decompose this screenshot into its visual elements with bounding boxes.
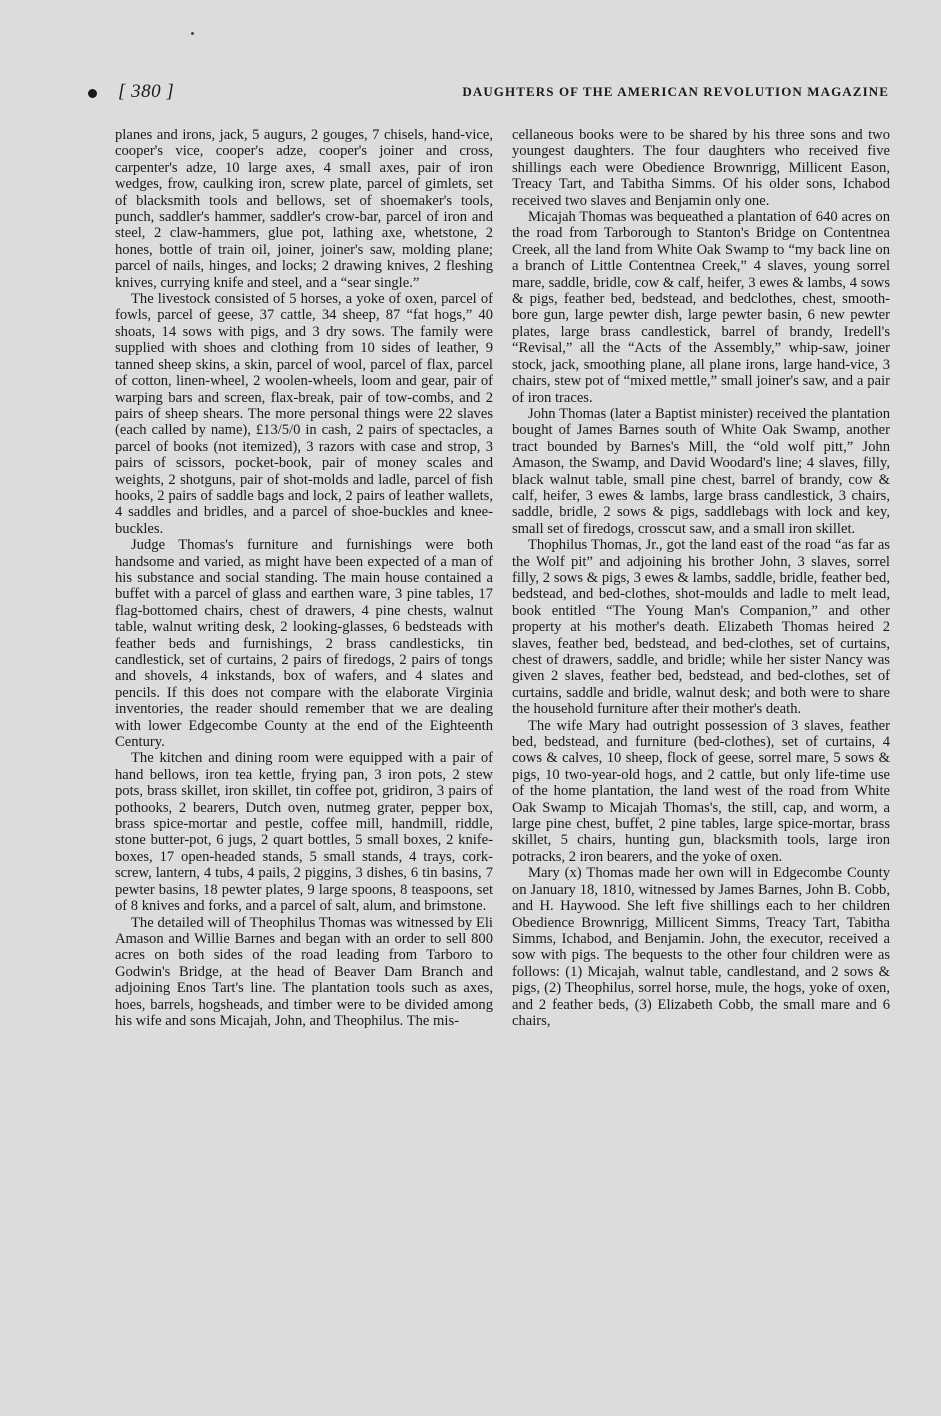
paragraph: Thophilus Thomas, Jr., got the land east of the road “as far as the Wolf pit” and adjoining his brother John, 3 slaves, sorrel filly, 2 sows & pigs, 3 ewes & lambs, saddle, bridle, feather bed, bedstead, and bed-clothes, shot-moulds and ladle to melt lead, book entitled “The Young Man's Companion,” and other property at his mother's death. Elizabeth Thomas heired 2 slaves, feather bed, bedstead, and bed-clothes, set of curtains, chest of drawers, saddle, and bridle; while her sister Nancy was given 2 slaves, feather bed, bedstead, and bed-clothes, set of curtains, saddle and bridle, walnut desk; and both were to share the household furniture after their mother's death. [512,537,890,718]
paragraph: John Thomas (later a Baptist minister) received the plantation bought of James Barnes south of White Oak Swamp, another tract bounded by Barnes's Mill, the “old wolf pitt,” John Amason, the Swamp, and David Woodard's line; 4 slaves, filly, black walnut table, small pine chest, barrel of brandy, cow & calf, heifer, 3 ewes & lambs, large brass candlestick, 3 chairs, saddle, bridle, 2 sows & pigs, saddlebags with lock and key, small set of firedogs, crosscut saw, and a small iron skillet. [512,405,890,537]
paragraph: Micajah Thomas was bequeathed a plantation of 640 acres on the road from Tarborough to Stanton's Bridge on Contentnea Creek, all the land from White Oak Swamp to “my back line on a branch of Little Contentnea Creek,” 4 slaves, young sorrel mare, saddle, bridle, cow & calf, heifer, 3 ewes & lambs, 4 sows & pigs, feather bed, bedstead, and bedclothes, chest, smooth-bore gun, large pewter dish, large pewter basin, 6 new pewter plates, large brass candlestick, barrel of brandy, Iredell's “Revisal,” all the “Acts of the Assembly,” whip-saw, joiner stock, jack, smoothing plane, all plane irons, large hand-vice, 3 chairs, stew pot of “mixed mettle,” small joiner's saw, and a pair of iron traces. [512,209,890,406]
bullet-icon [88,89,97,98]
ink-speck [191,32,194,35]
running-head [88,81,889,105]
left-column [115,127,493,1029]
paragraph: The detailed will of Theophilus Thomas was witnessed by Eli Amason and Willie Barnes and began with an order to sell 800 acres on both sides of the road leading from Tarboro to Godwin's Bridge, at the head of Beaver Dam Branch and adjoining Enos Tart's line. The plantation tools such as axes, hoes, barrels, hogsheads, and timber were to be divided among his wife and sons Micajah, John, and Theophilus. The mis- [115,914,493,1029]
paragraph: The wife Mary had outright possession of 3 slaves, feather bed, bedstead, and furniture (bed-clothes), set of curtains, 4 cows & calves, 10 sheep, flock of geese, sorrel mare, 5 sows & pigs, 10 two-year-old hogs, and 2 cattle, but only life-time use of the home plantation, the land west of the road from White Oak Swamp to Micajah Thomas's, the still, cap, and worm, a large pine chest, buffet, 2 pine tables, large spice-mortar, brass skillet, 5 chairs, hunting gun, blacksmith tools, large iron potracks, 2 iron bearers, and the yoke of oxen. [512,717,890,865]
page-number: [ 380 ] [118,81,175,102]
paragraph: Judge Thomas's furniture and furnishings were both handsome and varied, as might have been expected of a man of his substance and social standing. The main house contained a buffet with a parcel of glass and earthen ware, 3 pine tables, 17 flag-bottomed chairs, chest of drawers, 4 pine chests, walnut table, walnut writing desk, 2 looking-glasses, 6 bedsteads with feather beds and furnishings, 2 brass candlesticks, tin candlestick, set of curtains, 2 pairs of firedogs, 2 pairs of tongs and shovels, 4 inkstands, box of wafers, and 4 slates and pencils. If this does not compare with the elaborate Virginia inventories, the reader should remember that we are dealing with lower Edgecombe County at the end of the Eighteenth Century. [115,537,493,751]
right-column [512,127,890,1029]
paragraph: The livestock consisted of 5 horses, a yoke of oxen, parcel of fowls, parcel of geese, 37 cattle, 34 sheep, 87 “fat hogs,” 40 shoats, 14 sows with pigs, and 3 dry sows. The family were supplied with shoes and clothing from 10 sides of leather, 9 tanned sheep skins, a skin, parcel of wool, parcel of flax, parcel of cotton, linen-wheel, 2 woolen-wheels, loom and gear, pair of warping bars and screen, flax-break, pair of tow-combs, and 2 pairs of sheep shears. The more personal things were 22 slaves (each called by name), £13/5/0 in cash, 2 pairs of spectacles, a parcel of books (not itemized), 3 razors with case and strop, 3 pairs of scissors, pocket-book, pair of money scales and weights, 2 shotguns, pair of shot-molds and ladle, parcel of fish hooks, 2 pairs of saddle bags and lock, 2 pairs of leather wallets, 4 saddles and bridles, and a parcel of shoe-buckles and knee-buckles. [115,291,493,537]
journal-title: DAUGHTERS OF THE AMERICAN REVOLUTION MAGAZINE [462,84,889,99]
paragraph: cellaneous books were to be shared by his three sons and two youngest daughters. The four daughters who received five shillings each were Obedience Brownrigg, Millicent Eason, Treacy Tart, and Tabitha Simms. Of his older sons, Ichabod received two slaves and Benjamin only one. [512,127,890,209]
paragraph: The kitchen and dining room were equipped with a pair of hand bellows, iron tea kettle, frying pan, 3 iron pots, 2 stew pots, brass skillet, iron skillet, tin coffee pot, gridiron, 3 pairs of pothooks, 2 bearers, Dutch oven, nutmeg grater, pepper box, brass spice-mortar and pestle, coffee mill, handmill, riddle, stone butter-pot, 6 jugs, 2 quart bottles, 5 small boxes, 2 knife-boxes, 17 open-headed stands, 5 small stands, 4 trays, cork-screw, lantern, 4 tubs, 4 pails, 2 piggins, 3 dishes, 6 tin basins, 7 pewter basins, 18 pewter plates, 9 large spoons, 8 teaspoons, set of 8 knives and forks, and a parcel of salt, alum, and brimstone. [115,750,493,915]
paragraph: Mary (x) Thomas made her own will in Edgecombe County on January 18, 1810, witnessed by James Barnes, John B. Cobb, and H. Haywood. She left five shillings each to her children Obedience Brownrigg, Millicent Simms, Treacy Tart, Tabitha Simms, Ichabod, and Benjamin. John, the executor, received a sow with pigs. The bequests to the other four children were as follows: (1) Micajah, walnut table, candlestand, and 2 sows & pigs, (2) Theophilus, sorrel horse, mule, the hogs, yoke of oxen, and 2 feather beds, (3) Elizabeth Cobb, the small mare and 6 chairs, [512,865,890,1029]
paragraph: planes and irons, jack, 5 augurs, 2 gouges, 7 chisels, hand-vice, cooper's vice, cooper's adze, cooper's joiner and cross, carpenter's adze, 10 large axes, 4 small axes, pair of iron wedges, frow, caulking iron, screw plate, parcel of gimlets, set of blacksmith tools and bellows, set of shoemaker's tools, punch, saddler's hammer, saddler's crow-bar, parcel of iron and steel, 2 claw-hammers, glue pot, lathing axe, whetstone, 2 hones, bottle of train oil, joiner, joiner's saw, molding plane; parcel of nails, hinges, and locks; 2 drawing knives, 2 fleshing knives, currying knife and steel, and a “sear single.” [115,127,493,291]
